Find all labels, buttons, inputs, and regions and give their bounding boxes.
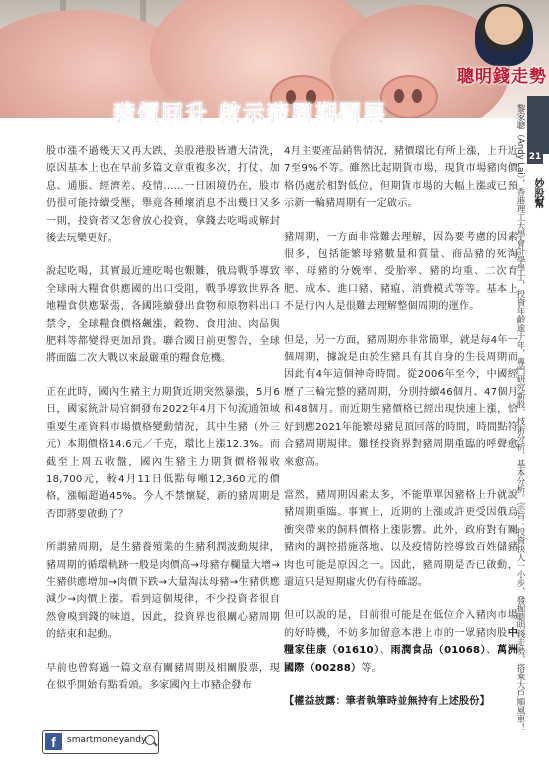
separator: 、 <box>379 645 391 657</box>
column-logo <box>453 0 549 96</box>
paragraph-stock-picks <box>284 607 518 677</box>
article-column-2 <box>284 143 518 726</box>
social-handle: smartmoneyandy <box>67 735 147 745</box>
separator: 、 <box>486 645 497 657</box>
stock-name: 萬洲國際 <box>284 645 519 674</box>
paragraph: 早前也曾寫過一篇文章有關豬周期及相關股票，現在似乎開始有點看頭。多家國內上市豬企發布 <box>46 662 280 691</box>
paragraph: 4月主要產品銷售情況，豬價環比有所上漲，上升近7至9%不等。雖然比起期貨市場，現貨市場豬肉價格仍處於相對低位，但期貨市場的大幅上漲或已預示新一輪豬周期有一定啟示。 <box>284 146 518 210</box>
stock-code: （01068） <box>433 645 487 657</box>
article-headline: 豬價回升 啟示豬周期開展 <box>113 102 387 127</box>
stock-code: （00288） <box>304 662 362 674</box>
article-column-1 <box>46 143 280 710</box>
column-tag: 妙股幫 <box>532 178 543 208</box>
page-number: 21 <box>528 152 542 162</box>
paragraph: 正在此時，國內生豬主力期貨近期突然暴漲，5月6日，國家統計局官網發布2022年4月下旬流通領域重要生產資料市場價格變動情況，其中生豬（外三元）本期價格14.6元／千克，環比上漲12.3%。而截至上周五收盤，國內生豬主力期貨價格報收18,700元，較4月11日低點每噸12,360元的價格，漲幅超過45%。今人不禁懷疑，新的豬周期是否即將要啟動了？ <box>46 386 280 520</box>
author-bio: 黎家聰（Andy Lai），香港理工大學會計學學士，投資年齡逾十年，專門研究新股、技術分析、基本分析。宗旨：投資快人一小步，發掘聰明錢走勢，搭乘大戶順風車！ <box>515 104 525 732</box>
social-handle-box[interactable] <box>42 730 159 754</box>
paragraph: 說起吃喝，其實最近連吃喝也艱難，俄烏戰爭導致全球兩大糧食供應國的出口受阻，戰爭導致世界各地糧食供應緊張，各國陸續發出食物和原物料出口禁令，全球糧食價格飆漲，穀物、食用油、肉品與肥料等都變得更加昂貴。聯合國日前更警告，全球將面臨二次大戰以來最嚴重的糧食危機。 <box>46 266 280 365</box>
stock-code: （01610） <box>326 645 380 657</box>
facebook-icon: f <box>45 733 62 750</box>
author-avatar <box>475 4 533 66</box>
paragraph: 當然，豬周期因素太多，不能單單因豬格上升就說豬周期重臨。事實上，近期的上漲或許更受因俄烏衝突帶來的飼料價格上漲影響。此外，政府對有關豬肉的調控措施落地、以及疫情防控導致百姓儲豬肉也可能是原因之一。因此，豬周期是否已啟動，還這只是短期虛火仍有待確認。 <box>284 489 518 588</box>
side-bar-accent <box>527 96 549 154</box>
paragraph-ending: 等。 <box>361 662 382 674</box>
stock-name: 中糧家佳康 <box>284 627 518 657</box>
paragraph: 豬周期，一方面非常難去理解，因為要考慮的因素很多，包括能繁母豬數量和質量、商品豬的死淘率、母豬的分娩率、受胎率、豬的均重、二次育肥、成本、進口豬、豬瘟、消費模式等等。基本上不是行內人是很難去理解整個周期的運作。 <box>284 231 518 313</box>
search-icon <box>145 735 155 745</box>
stock-name: 雨潤食品 <box>390 645 434 657</box>
brand-title: 聰明錢走勢 <box>457 67 547 87</box>
paragraph-text: 但可以說的是，目前很可能是在低位介入豬肉市場的好時機，不妨多加留意本港上市的一眾豬肉股 <box>284 610 518 639</box>
paragraph: 但是，另一方面，豬周期亦非常簡單，就是每4年一個周期，據說是由於生豬具有其自身的生長周期而因此有4年這個神奇時間。從2006年至今，中國經歷了三輪完整的豬周期，分別持續46個月、47個月和48個月。而近期生豬價格已經出現快速上漲，恰好到應2021年能繁母豬見頂回落的時間，時間點符合豬周期規律。難怪投資界對豬周期重臨的呼聲愈來愈高。 <box>284 334 518 468</box>
disclaimer: 【權益披露：筆者執筆時並無持有上述股份】 <box>284 695 490 707</box>
paragraph: 所謂豬周期，是生豬養殖業的生豬利潤波動規律，豬周期的循環軌跡一般是肉價高→母豬存欄量大增→生豬供應增加→肉價下跌→大量淘汰母豬→生豬供應減少→肉價上漲。看到這個規律，不少投資者很自然會嗅到錢的味道，因此，投資界也很關心豬周期的結束和起動。 <box>46 542 280 641</box>
paragraph: 股市漲不過幾天又再大跌，美股港股皆遭大清洗，原因基本上也在早前多篇文章重複多次，打仗、加息、通脹、經濟差、疫情……一日困境仍在，股市仍很可能持續受壓，舉竟各種壞消息不出幾日又多一則，投資者又怎會放心投資，拿錢去吃喝或解封後去玩樂更好。 <box>46 146 280 245</box>
